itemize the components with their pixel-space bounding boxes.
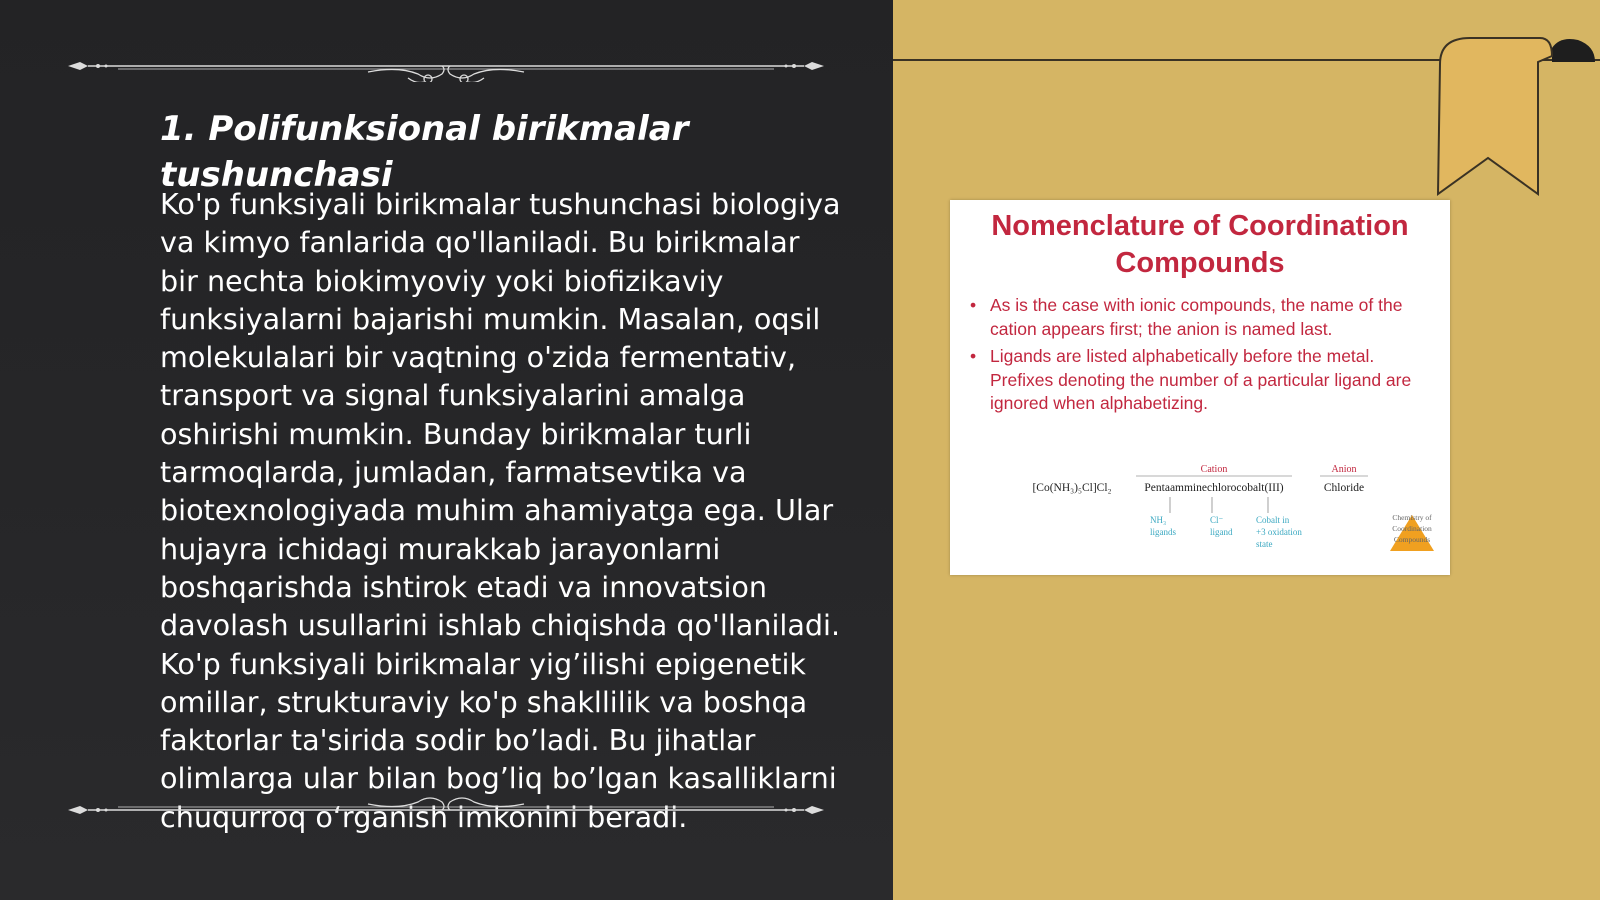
diagram-anion-name: Chloride [1323,482,1365,494]
image-bullet-2: • Ligands are listed alphabetically before the metal. Prefixes denoting the number of a particular ligand are ignored when alphabetizing. [970,345,1430,416]
bookmark-ribbon-icon [1430,36,1600,201]
logo-line-3: Compounds [1393,535,1431,544]
diagram-anion-label: Anion [1331,464,1357,475]
diagram-formula: [Co(NH₃)₅Cl]Cl₂ [1032,482,1112,494]
diagram-note-oxidation: +3 oxidation [1256,527,1302,537]
logo-line-2: Coordination [1392,524,1432,533]
image-bullet-list [970,294,1430,420]
diagram-note-ligand: ligand [1210,527,1233,537]
image-bullet-1: • As is the case with ionic compounds, the name of the cation appears first; the anion is named last. [970,294,1430,341]
image-title: Nomenclature of Coordination Compounds [991,210,1409,279]
diagram-note-cobalt: Cobalt in [1256,515,1290,525]
bottom-ornament-divider [68,796,824,826]
slide-title: 1. Polifunksional birikmalar tushunchasi [160,109,689,195]
diagram-cation-name: Pentaamminechlorocobalt(III) [1144,482,1284,494]
slide-body-text: Ko'p funksiyali birikmalar tushunchasi biologiya va kimyo fanlarida qo'llaniladi. Bu birikmalar bir nechta biokimyoviy yoki biofizikaviy funksiyalarni bajarishi mumkin. Masalan, oqsil molekulalari bir vaqtning o'zida fermentativ, transport va signal funksiyalarini amalga oshirishi mumkin. Bunday birikmalar turli tarmoqlarda, jumladan, farmatsevtika va biotexnologiyada muhim ahamiyatga ega. Ular hujayra ichidagi murakkab jarayonlarni boshqarishda ishtirok etadi va innovatsion davolash usullarini ishlab chiqishda qo'llaniladi. Ko'p funksiyali birikmalar yig’ilishi epigenetik omillar, strukturaviy ko'p shakllilik va boshqa faktorlar ta'sirida sodir bo’ladi. Bu jihatlar olimlarga ular bilan bog’liq bo’lgan kasalliklarni chuqurroq o‘rganish imkonini beradi. [160,187,841,834]
embedded-slide-image [950,200,1450,575]
diagram-note-state: state [1256,539,1273,549]
diagram-note-cl: Cl⁻ [1210,515,1224,525]
top-ornament-divider [68,52,824,82]
diagram-note-ligands: ligands [1150,527,1176,537]
logo-line-1: Chemistry of [1392,513,1432,522]
nomenclature-diagram [950,455,1450,575]
diagram-note-nh3: NH₃ [1150,515,1167,525]
diagram-cation-label: Cation [1200,464,1228,475]
